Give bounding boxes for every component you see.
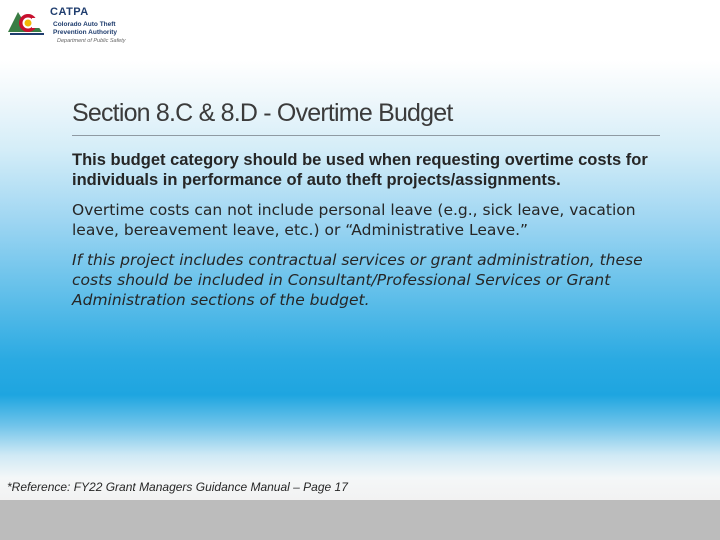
reference-note: *Reference: FY22 Grant Managers Guidance Manual – Page 17 bbox=[7, 480, 348, 494]
logo-org-name-line1: Colorado Auto Theft bbox=[53, 21, 116, 28]
logo-tagline: Department of Public Safety bbox=[57, 38, 126, 44]
paragraph-exclusions: Overtime costs can not include personal leave (e.g., sick leave, vacation leave, bereavement leave, etc.) or “Administrative Leave.” bbox=[72, 201, 636, 239]
title-divider bbox=[72, 135, 660, 136]
logo-acronym: CATPA bbox=[50, 6, 89, 18]
colorado-c-mountain-icon bbox=[6, 4, 48, 38]
slide-title: Section 8.C & 8.D - Overtime Budget bbox=[72, 99, 453, 127]
catpa-logo bbox=[6, 4, 136, 46]
paragraph-purpose: This budget category should be used when requesting overtime costs for individuals in performance of auto theft projects/assignments. bbox=[72, 151, 648, 189]
paragraph-contractual-note: If this project includes contractual services or grant administration, these costs should be included in Consultant/Professional Services or Grant Administration sections of the budget. bbox=[72, 251, 643, 309]
slide-body bbox=[72, 150, 672, 320]
logo-org-name-line2: Prevention Authority bbox=[53, 28, 118, 36]
footer-band bbox=[0, 500, 720, 540]
